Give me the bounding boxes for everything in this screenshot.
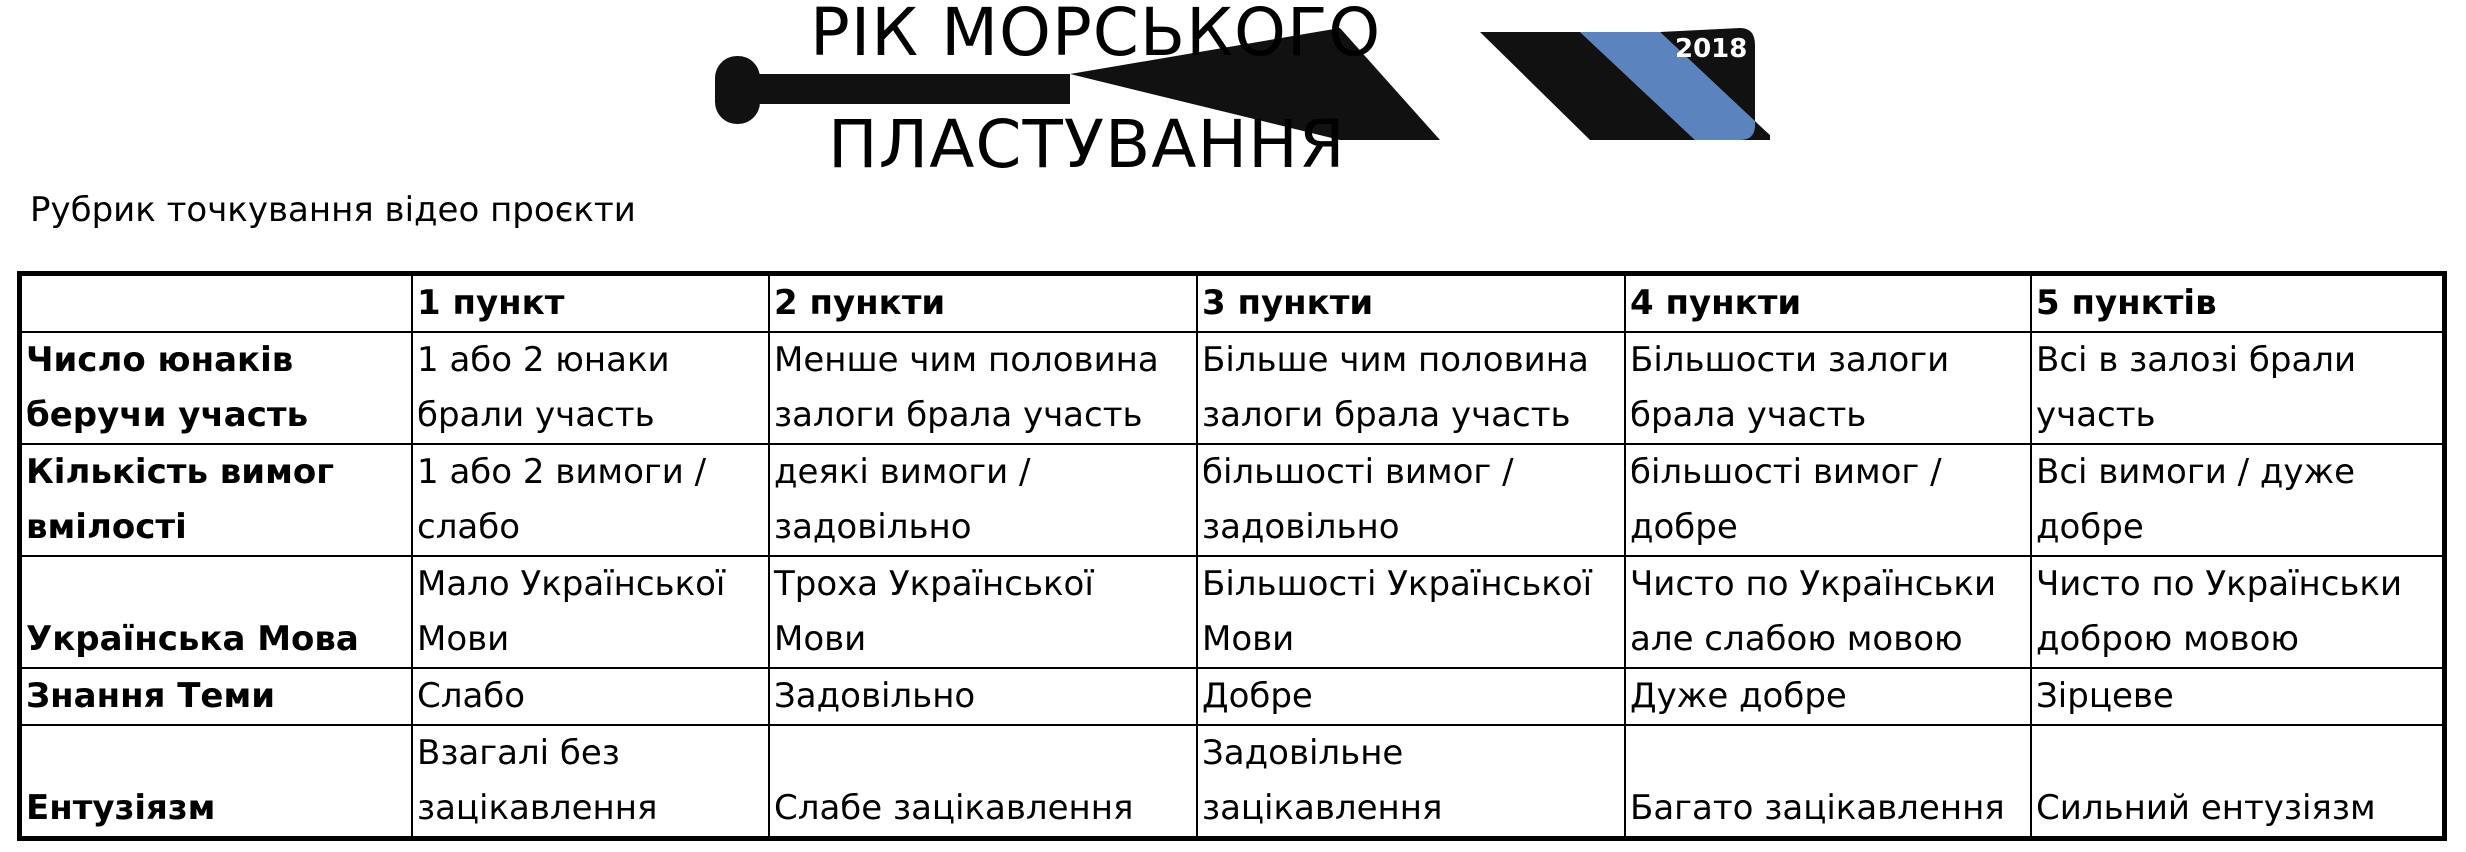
header-cell: 1 пункт (412, 275, 769, 332)
score-cell (2031, 556, 2443, 668)
score-cell-line: Мови (417, 619, 510, 659)
score-cell (412, 556, 769, 668)
score-cell-line: Сильний ентузіязм (2036, 788, 2376, 828)
score-cell-line: Більшости залоги (1630, 340, 1950, 380)
score-cell-line: залоги брала участь (1202, 395, 1571, 435)
row-label (21, 725, 412, 837)
score-cell-line: деякі вимоги / (774, 452, 1031, 492)
score-cell (2031, 725, 2443, 837)
header-cell: 2 пункти (769, 275, 1197, 332)
table-row (21, 556, 2443, 668)
score-cell-line: 1 або 2 вимоги / (417, 452, 707, 492)
score-cell-line: брала участь (1630, 395, 1867, 435)
score-cell-line: Чисто по Українськи (1630, 564, 1997, 604)
score-cell (2031, 444, 2443, 556)
score-cell (769, 668, 1197, 725)
score-cell-line: Мови (1202, 619, 1295, 659)
score-cell-line: Зірцеве (2036, 676, 2174, 716)
score-cell-line: Задовільне (1202, 733, 1404, 773)
score-cell-line: участь (2036, 395, 2156, 435)
score-cell (1197, 444, 1625, 556)
score-cell-line (774, 726, 1192, 781)
score-cell-line: задовільно (1202, 507, 1400, 547)
score-cell (769, 725, 1197, 837)
row-label-line: вмілості (26, 507, 187, 547)
header-cell (21, 275, 412, 332)
logo: РІК МОРСЬКОГО ПЛАСТУВАННЯ 2018 (700, 0, 1770, 175)
score-cell (1625, 332, 2031, 444)
score-cell (1197, 668, 1625, 725)
score-cell (769, 444, 1197, 556)
row-label-line: Число юнаків (26, 340, 294, 380)
score-cell-line: Добре (1202, 676, 1313, 716)
score-cell (2031, 332, 2443, 444)
score-cell-line: Дуже добре (1630, 676, 1847, 716)
score-cell-line: Чисто по Українськи (2036, 564, 2403, 604)
score-cell-line: добре (2036, 507, 2144, 547)
score-cell-line: зацікавлення (417, 788, 658, 828)
header-cell: 3 пункти (1197, 275, 1625, 332)
table-row (21, 332, 2443, 444)
table-header-row (21, 275, 2443, 332)
score-cell-line: брали участь (417, 395, 655, 435)
score-cell-line: залоги брала участь (774, 395, 1143, 435)
score-cell (1625, 444, 2031, 556)
score-cell (412, 725, 769, 837)
row-label-line (26, 557, 407, 612)
score-cell-line: більшості вимог / (1630, 452, 1942, 492)
score-cell-line: Всі вимоги / дуже (2036, 452, 2356, 492)
logo-year-badge: 2018 (1675, 34, 1748, 64)
row-label (21, 444, 412, 556)
score-cell-line: Слабе зацікавлення (774, 788, 1134, 828)
score-cell-line: Більше чим половина (1202, 340, 1589, 380)
score-cell (2031, 668, 2443, 725)
score-cell (412, 444, 769, 556)
score-cell-line: 1 або 2 юнаки (417, 340, 670, 380)
score-cell (412, 668, 769, 725)
row-label-line: Знання Теми (26, 676, 276, 716)
score-cell-line: доброю мовою (2036, 619, 2300, 659)
score-cell-line: Задовільно (774, 676, 976, 716)
score-cell (1625, 725, 2031, 837)
score-cell-line: задовільно (774, 507, 972, 547)
score-cell-line (2036, 726, 2438, 781)
score-cell-line: більшості вимог / (1202, 452, 1514, 492)
header-cell: 4 пункти (1625, 275, 2031, 332)
row-label-line: Кількість вимог (26, 452, 335, 492)
row-label-line: Українська Мова (26, 619, 359, 659)
row-label (21, 668, 412, 725)
score-cell-line (1630, 726, 2026, 781)
row-label (21, 556, 412, 668)
score-cell (1197, 332, 1625, 444)
rubric-table (20, 274, 2444, 838)
score-cell-line: Взагалі без (417, 733, 620, 773)
score-cell (412, 332, 769, 444)
score-cell-line: зацікавлення (1202, 788, 1443, 828)
score-cell (769, 556, 1197, 668)
row-label-line: Ентузіязм (26, 788, 216, 828)
score-cell (1197, 725, 1625, 837)
score-cell-line: Багато зацікавлення (1630, 788, 2005, 828)
score-cell-line: але слабою мовою (1630, 619, 1963, 659)
score-cell (1625, 668, 2031, 725)
score-cell-line: Мови (774, 619, 867, 659)
score-cell-line: Менше чим половина (774, 340, 1159, 380)
table-row (21, 444, 2443, 556)
header-cell: 5 пунктів (2031, 275, 2443, 332)
score-cell-line: Троха Української (774, 564, 1094, 604)
score-cell-line: добре (1630, 507, 1738, 547)
row-label (21, 332, 412, 444)
score-cell-line: Більшості Української (1202, 564, 1593, 604)
score-cell-line: Слабо (417, 676, 526, 716)
score-cell-line: слабо (417, 507, 521, 547)
score-cell-line: Всі в залозі брали (2036, 340, 2357, 380)
page-subtitle: Рубрик точкування відео проєкти (30, 190, 636, 230)
score-cell (769, 332, 1197, 444)
table-row (21, 725, 2443, 837)
table-row (21, 668, 2443, 725)
score-cell (1625, 556, 2031, 668)
score-cell-line: Мало Української (417, 564, 726, 604)
score-cell (1197, 556, 1625, 668)
row-label-line: беручи участь (26, 395, 309, 435)
row-label-line (26, 726, 407, 781)
